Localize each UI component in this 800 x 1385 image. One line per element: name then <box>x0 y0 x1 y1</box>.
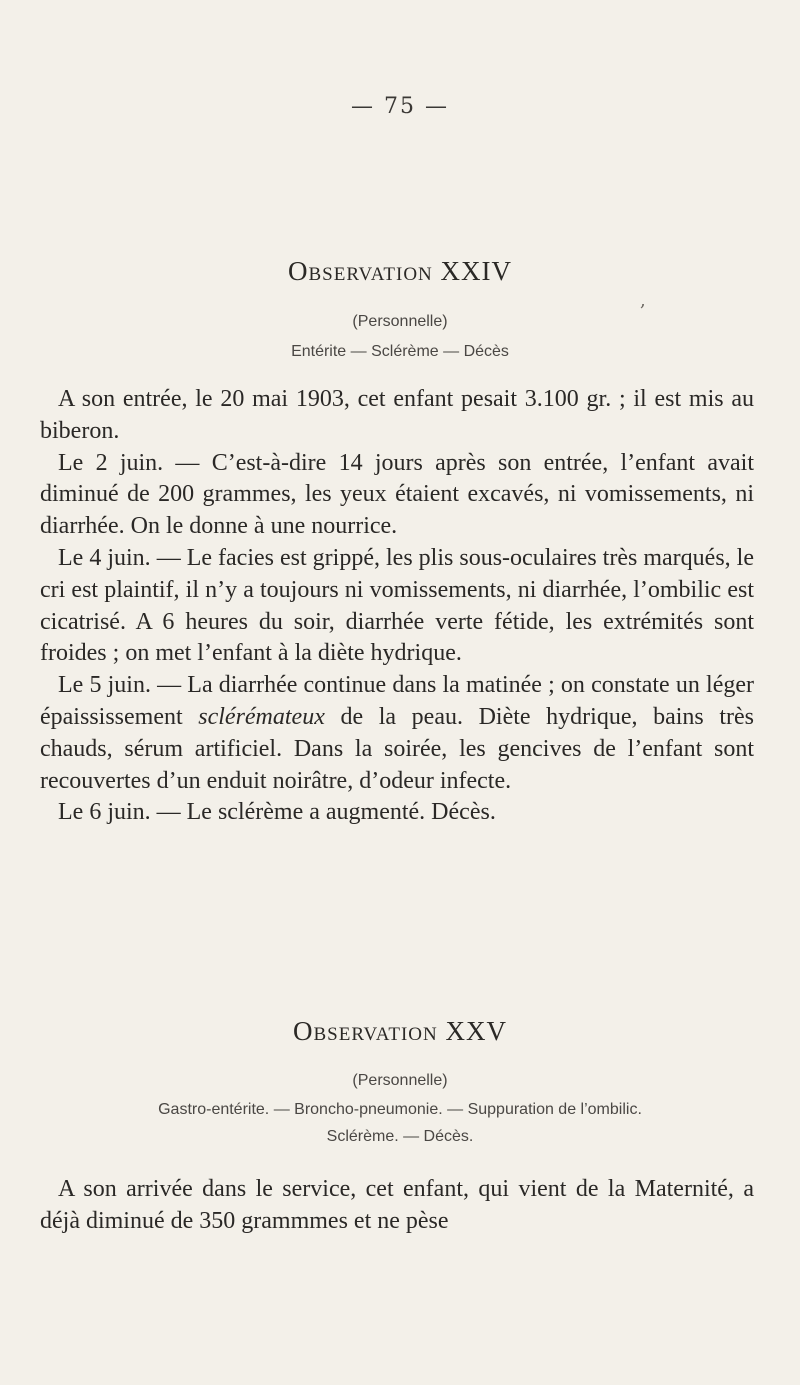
paragraph: A son arrivée dans le service, cet enfant, qui vient de la Maternité, a déjà diminué de 350 grammmes et ne pèse <box>40 1176 754 1234</box>
observation-25-source: (Personnelle) <box>352 1072 448 1089</box>
speck-mark: , <box>640 290 646 311</box>
page-number: — 75 — <box>351 94 449 119</box>
observation-25-diagnosis-line2: Sclérème. — Décès. <box>326 1128 474 1145</box>
observation-25-body <box>40 1174 754 1238</box>
paragraph: A son entrée, le 20 mai 1903, cet enfant pesait 3.100 gr. ; il est mis au biberon. <box>40 386 754 444</box>
observation-24-diagnosis: Entérite — Sclérème — Décès <box>291 343 509 360</box>
italic-term: sclérémateux <box>198 703 325 730</box>
paragraph-text: de la peau. Diète hydrique, bains très chauds, sérum artificiel. Dans la soirée, les gencives de l’enfant sont recouvertes d’un enduit noirâtre, d’odeur infecte. <box>40 703 754 794</box>
observation-24-title: Observation XXIV <box>288 256 512 286</box>
paragraph: Le 4 juin. — Le facies est grippé, les plis sous-oculaires très marqués, le cri est plaintif, il n’y a toujours ni vomissements, ni diarrhée, l’ombilic est cicatrisé. A 6 heures du soir, diarrhée verte fétide, les extrémités sont froides ; on met l’enfant à la diète hydrique. <box>40 544 754 667</box>
observation-24-source: (Personnelle) <box>352 313 448 330</box>
paragraph: Le 2 juin. — C’est-à-dire 14 jours après son entrée, l’enfant avait diminué de 200 grammes, les yeux étaient excavés, ni vomissements, ni diarrhée. On le donne à une nourrice. <box>40 449 754 540</box>
paragraph-text: Le 5 juin. — La diarrhée continue dans la matinée ; on constate un léger épaississement <box>40 672 754 730</box>
observation-25-title: Observation XXV <box>292 1016 507 1046</box>
observation-25-diagnosis-line1: Gastro-entérite. — Broncho-pneumonie. — Suppuration de l’ombilic. <box>158 1101 642 1118</box>
paragraph <box>40 670 754 797</box>
paragraph: Le 6 juin. — Le sclérème a augmenté. Décès. <box>58 799 496 826</box>
observation-24-body <box>40 384 754 829</box>
